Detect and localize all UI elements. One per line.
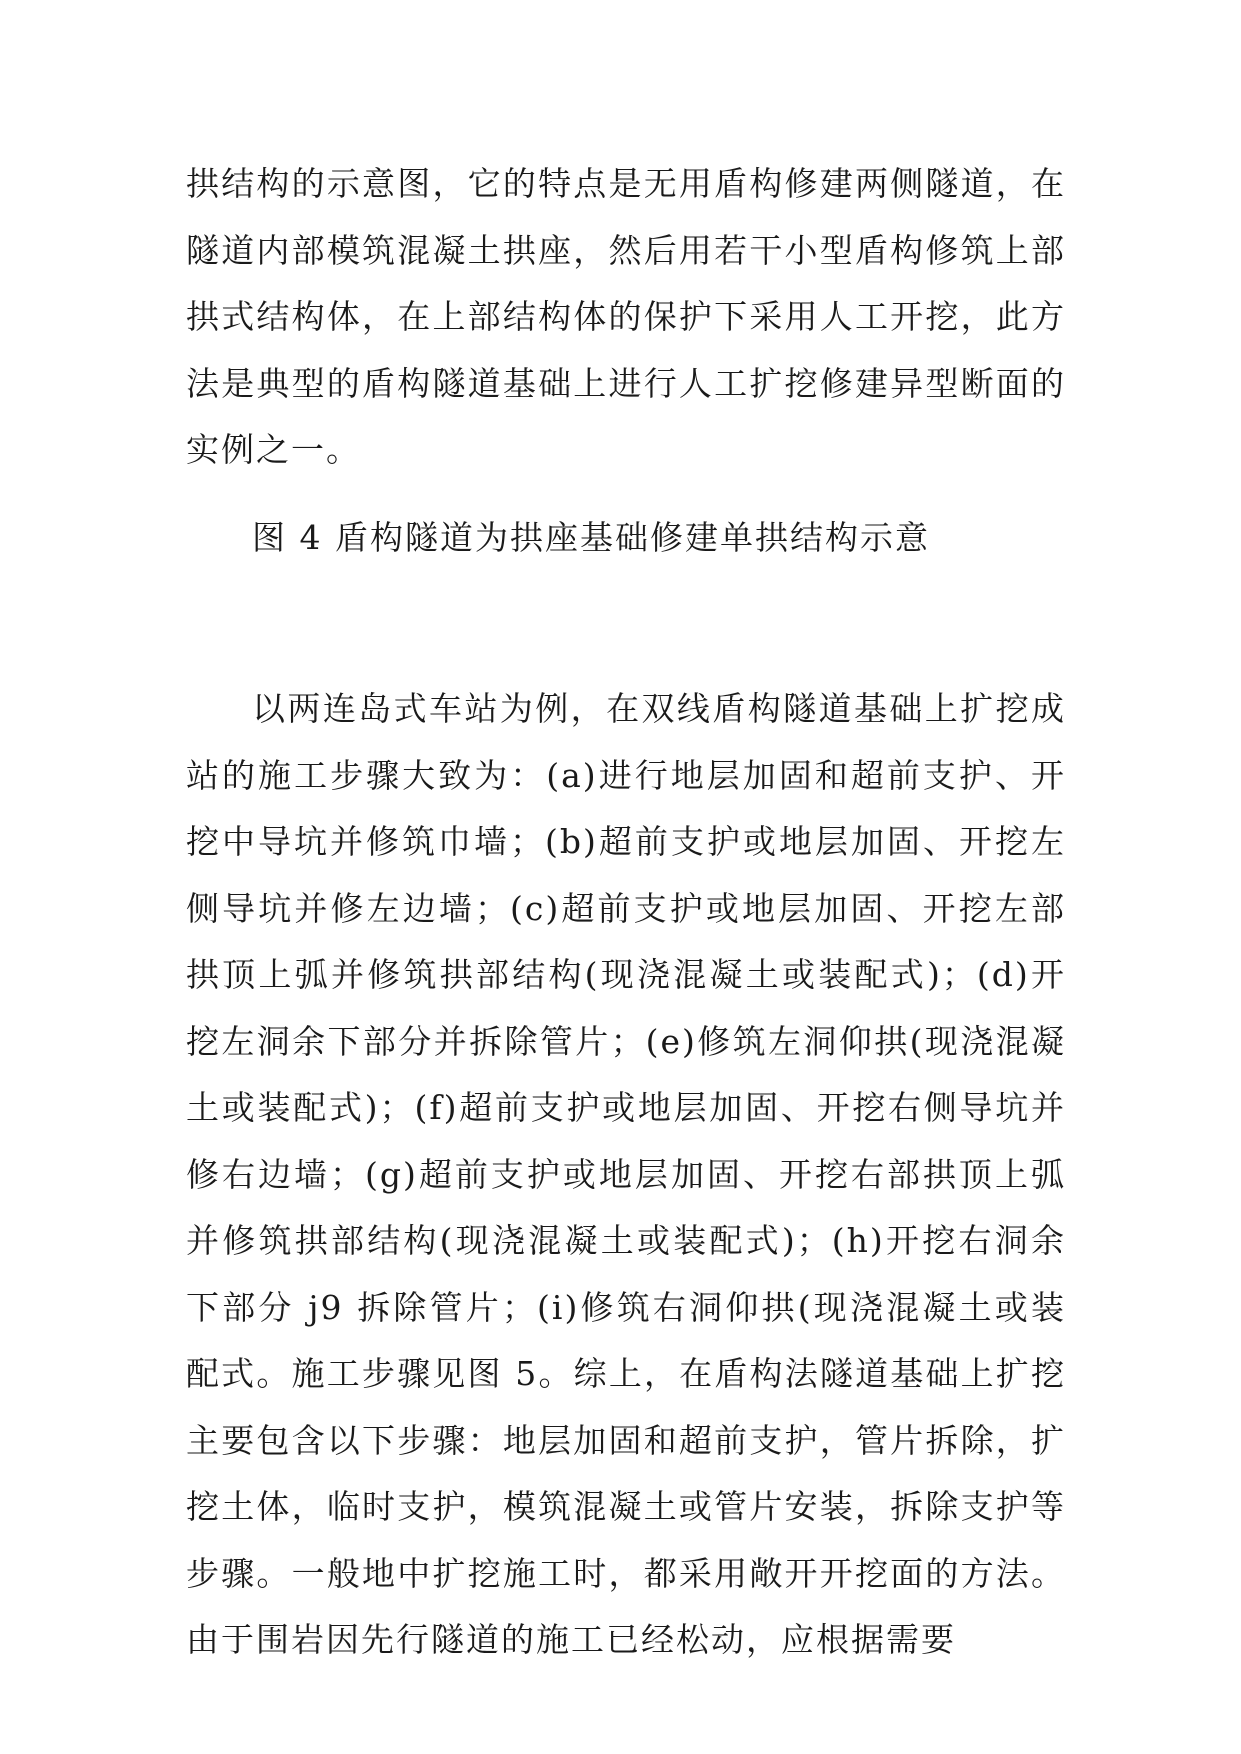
figure-caption: 图 4 盾构隧道为拱座基础修建单拱结构示意 — [252, 518, 930, 557]
paragraph-continued: 拱结构的示意图，它的特点是无用盾构修建两侧隧道，在隧道内部模筑混凝土拱座，然后用若干小型盾构修筑上部拱式结构体，在上部结构体的保护下采用人工开挖，此方法是典型的盾构隧道基础上进行人工扩挖修建异型断面的实例之一。 — [186, 164, 1066, 469]
paragraph-construction-steps: 以两连岛式车站为例，在双线盾构隧道基础上扩挖成站的施工步骤大致为：(a)进行地层加固和超前支护、开挖中导坑并修筑巾墙；(b)超前支护或地层加固、开挖左侧导坑并修左边墙；(c)超前支护或地层加固、开挖左部拱顶上弧并修筑拱部结构(现浇混凝土或装配式)；(d)开挖左洞余下部分并拆除管片；(e)修筑左洞仰拱(现浇混凝土或装配式)；(f)超前支护或地层加固、开挖右侧导坑并修右边墙；(g)超前支护或地层加固、开挖右部拱顶上弧并修筑拱部结构(现浇混凝土或装配式)；(h)开挖右洞余下部分 j9 拆除管片；(i)修筑右洞仰拱(现浇混凝土或装配式。施工步骤见图 5。综上，在盾构法隧道基础上扩挖主要包含以下步骤：地层加固和超前支护，管片拆除，扩挖土体，临时支护，模筑混凝土或管片安装，拆除支护等步骤。一般地中扩挖施工时，都采用敞开开挖面的方法。由于围岩因先行隧道的施工已经松动，应根据需要 — [186, 689, 1066, 1659]
